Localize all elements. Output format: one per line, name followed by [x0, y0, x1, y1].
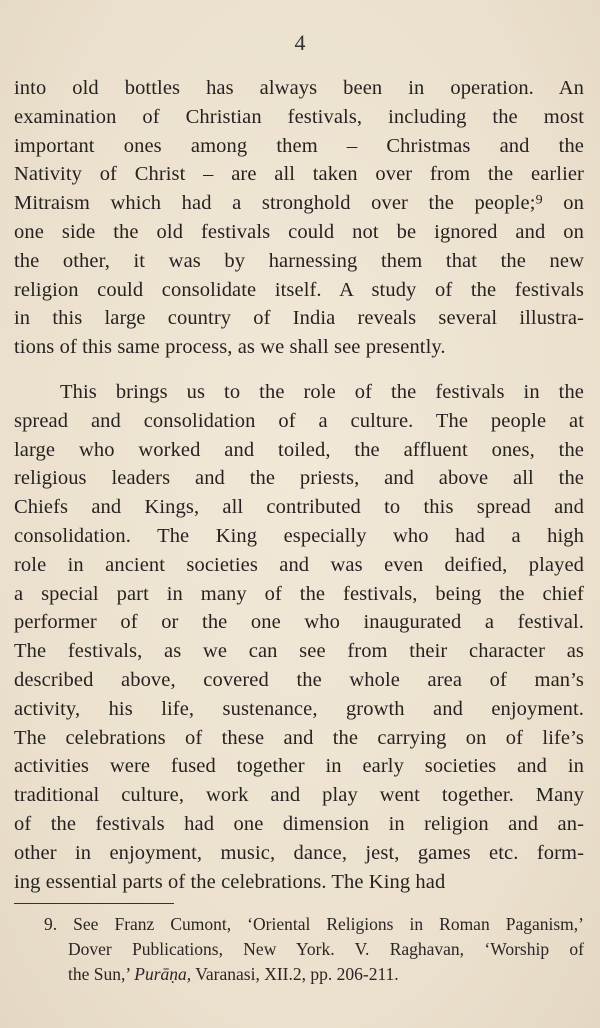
text-line: large who worked and toiled, the affluent ones, the — [14, 438, 584, 461]
text-line: ing essential parts of the celebrations. The King had — [14, 870, 446, 893]
text-line: other in enjoyment, music, dance, jest, games etc. form- — [14, 841, 584, 864]
text-line: described above, covered the whole area of man’s — [14, 668, 584, 691]
text-line: of the festivals had one dimension in religion and an- — [14, 812, 584, 835]
text-line: religious leaders and the priests, and above all the — [14, 467, 584, 490]
text-line: tions of this same process, as we shall see presently. — [14, 336, 446, 359]
paragraph-2 — [14, 378, 584, 896]
text-line: performer of or the one who inaugurated a festival. — [14, 611, 584, 634]
footnote-divider — [14, 903, 174, 904]
text-line: The festivals, as we can see from their character as — [14, 640, 584, 663]
text-line: traditional culture, work and play went together. Many — [14, 784, 584, 807]
text-line: important ones among them – Christmas and the — [14, 134, 584, 157]
text-line: into old bottles has always been in operation. An — [14, 77, 584, 99]
footnote-text: the Sun,’ — [68, 964, 135, 984]
footnote-journal-title: Purāṇa, — [134, 964, 192, 984]
footnote-text: Varanasi, XII.2, pp. 206-211. — [191, 964, 399, 984]
text-line: activities were fused together in early societies and in — [14, 755, 584, 778]
footnote — [44, 912, 584, 987]
page-number: 4 — [294, 30, 306, 55]
text-line: activity, his life, sustenance, growth and enjoyment. — [14, 697, 584, 720]
footnote-line: 9. See Franz Cumont, ‘Oriental Religions in Roman Paganism,’ — [44, 914, 584, 934]
text-line: a special part in many of the festivals, being the chief — [14, 582, 584, 605]
footnote-line — [44, 962, 584, 987]
text-line: The celebrations of these and the carrying on of life’s — [14, 726, 584, 749]
text-line: the other, it was by harnessing them that the new — [14, 249, 584, 272]
text-line: role in ancient societies and was even deified, played — [14, 553, 584, 576]
text-line: consolidation. The King especially who had a high — [14, 524, 584, 547]
text-line: in this large country of India reveals several illustra- — [14, 307, 584, 330]
footnote-line: Dover Publications, New York. V. Raghavan, ‘Worship of — [68, 939, 584, 959]
text-line: This brings us to the role of the festivals in the — [60, 381, 584, 403]
text-line: Mitraism which had a stronghold over the people;⁹ on — [14, 192, 584, 215]
text-line: Chiefs and Kings, all contributed to this spread and — [14, 496, 584, 519]
text-line: one side the old festivals could not be ignored and on — [14, 220, 584, 243]
text-line: Nativity of Christ – are all taken over from the earlier — [14, 163, 584, 186]
text-line: spread and consolidation of a culture. The people at — [14, 409, 584, 432]
paragraph-1 — [14, 74, 584, 362]
text-line: examination of Christian festivals, including the most — [14, 105, 584, 128]
text-line: religion could consolidate itself. A study of the festivals — [14, 278, 584, 301]
